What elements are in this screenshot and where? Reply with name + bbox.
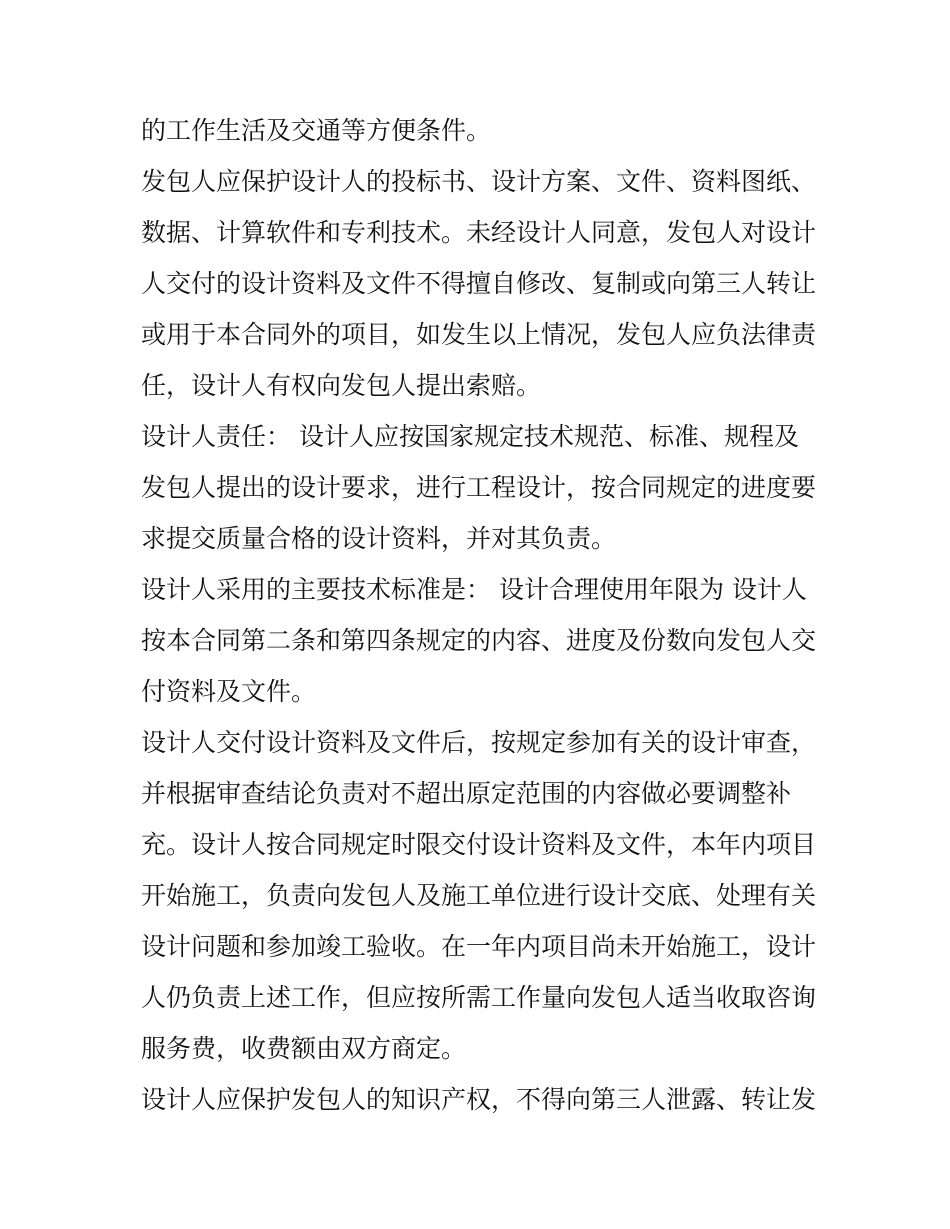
text-line: 任，设计人有权向发包人提出索赔。: [141, 371, 542, 400]
text-line: 数据、计算软件和专利技术。未经设计人同意，发包人对设计: [141, 218, 817, 247]
contract-text-body: [141, 105, 821, 1125]
text-line: 设计人交付设计资料及文件后，按规定参加有关的设计审查，: [141, 728, 817, 757]
text-line: 付资料及文件。: [141, 677, 317, 706]
text-line: 按本合同第二条和第四条规定的内容、进度及份数向发包人交: [141, 626, 817, 655]
text-line: 求提交质量合格的设计资料，并对其负责。: [141, 524, 617, 553]
text-line: 设计问题和参加竣工验收。在一年内项目尚未开始施工，设计: [141, 932, 817, 961]
text-line: 设计人应保护发包人的知识产权，不得向第三人泄露、转让发: [141, 1085, 817, 1114]
text-line: 的工作生活及交通等方便条件。: [141, 116, 492, 145]
text-line: 设计人采用的主要技术标准是： 设计合理使用年限为 设计人: [141, 575, 807, 604]
text-line: 人仍负责上述工作，但应按所需工作量向发包人适当收取咨询: [141, 983, 817, 1012]
text-line: 充。设计人按合同规定时限交付设计资料及文件，本年内项目: [141, 830, 817, 859]
text-line: 发包人应保护设计人的投标书、设计方案、文件、资料图纸、: [141, 167, 817, 196]
text-line: 或用于本合同外的项目，如发生以上情况，发包人应负法律责: [141, 320, 817, 349]
text-line: 人交付的设计资料及文件不得擅自修改、复制或向第三人转让: [141, 269, 817, 298]
text-line: 开始施工，负责向发包人及施工单位进行设计交底、处理有关: [141, 881, 817, 910]
text-line: 并根据审查结论负责对不超出原定范围的内容做必要调整补: [141, 779, 792, 808]
text-line: 发包人提出的设计要求，进行工程设计，按合同规定的进度要: [141, 473, 817, 502]
text-line: 设计人责任： 设计人应按国家规定技术规范、标准、规程及: [141, 422, 799, 451]
text-line: 服务费，收费额由双方商定。: [141, 1034, 467, 1063]
